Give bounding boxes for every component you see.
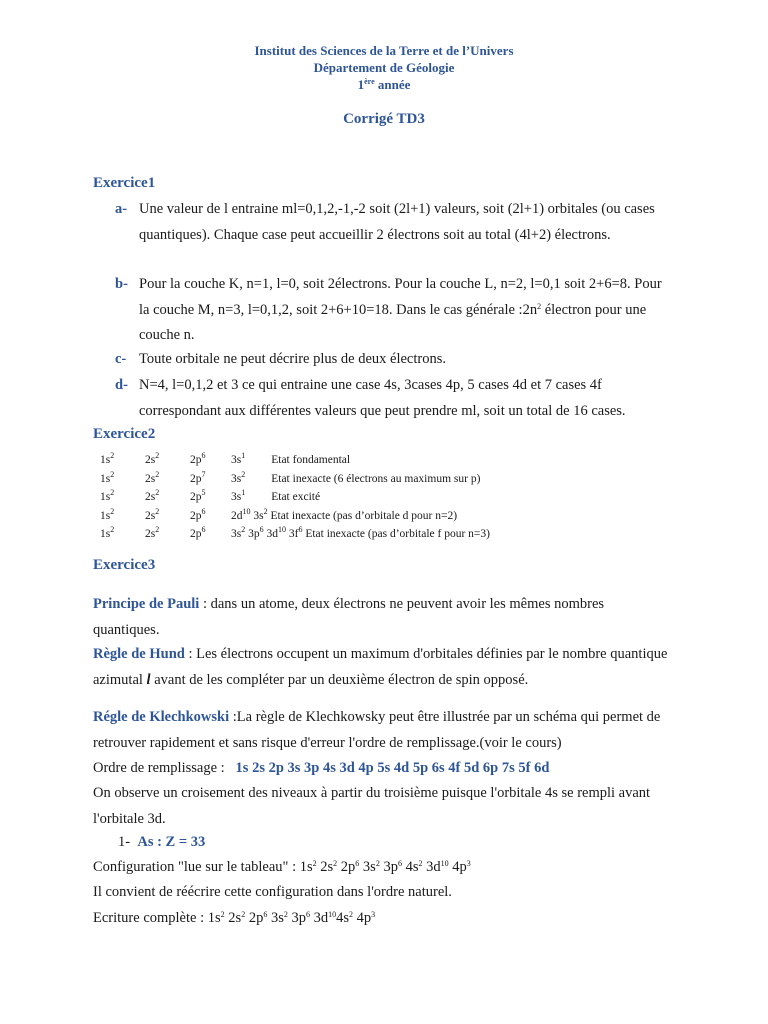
orbital-term: 4s [336, 910, 349, 926]
institut-name: Institut des Sciences de la Terre et de l’Univers [254, 43, 514, 58]
orbital-rest-and-note: $2d^{10}$ $3s^2$ Etat inexacte (pas d’orbitale d pour n=2) [231, 506, 458, 522]
item-a-text: Une valeur de l entraine ml=0,1,2,-1,-2 soit (2l+1) valeurs, soit (2l+1) orbitales (ou cases quantiques). Chaque case peut accueillir 2 électrons soit au total (4l+2) électrons. [139, 201, 655, 243]
orbital-rest-and-note: $3s^2$ $3p^6$ $3d^{10}$ $3f^6$ Etat inexacte (pas d’orbitale f pour n=3) [231, 525, 490, 541]
document-header [0, 42, 768, 93]
item-b-text [139, 272, 675, 349]
orbital-term: 2s [316, 859, 334, 875]
orbital-term: 3d [309, 910, 329, 926]
orbital-exponent: 2 [418, 859, 423, 868]
orbital-1s: $1s^2$ [100, 488, 115, 504]
observation-paragraph: On observe un croisement des niveaux à partir du troisième puisque l'orbitale 4s se rempli avant l'orbitale 3d. [93, 785, 651, 827]
config-lue-value [300, 859, 471, 875]
hund-l-symbol: l [146, 671, 151, 688]
config-lue-label: Configuration "lue sur le tableau" : [93, 859, 300, 875]
orbital-term: 3p [379, 859, 398, 875]
item-b-label: b- [115, 276, 128, 292]
orbital-term: 2p [337, 859, 356, 875]
item-b-text-part1: Pour la couche K, n=1, l=0, soit 2électrons. Pour la couche L, n=2, l=0,1 soit 2+6=8. Pour la couche M, n=3, l=0,1,2, soit 2+6+10=18. Dans le cas générale :2n [139, 276, 662, 318]
orbital-rest-and-note: $3s^1$ Etat excité [231, 488, 321, 504]
exercice1-item-d [115, 373, 675, 424]
orbital-2s: $2s^2$ [145, 469, 160, 485]
exercice2-heading: Exercice2 [93, 426, 156, 442]
item-b-text-part2: électron pour une couche n. [139, 301, 647, 343]
orbital-exponent: 2 [349, 910, 353, 919]
item-a-label: a- [115, 201, 128, 217]
orbital-term: 2p [245, 910, 264, 926]
orbital-1s: $1s^2$ [100, 469, 115, 485]
orbital-term: 3s [267, 910, 284, 926]
item1-label: As : Z = 33 [137, 834, 206, 850]
hund-text-part2: avant de les compléter par un deuxième électron de spin opposé. [150, 671, 529, 688]
orbital-2s: $2s^2$ [145, 506, 160, 522]
hund-label: Règle de Hund [93, 646, 185, 662]
orbital-exponent: 10 [328, 910, 337, 919]
item-c-text: Toute orbitale ne peut décrire plus de deux électrons. [139, 351, 446, 367]
orbital-exponent: 6 [305, 910, 310, 919]
orbital-2p: $2p^6$ [190, 451, 206, 467]
departement-name: Département de Géologie [313, 60, 455, 75]
config-lue-line [93, 855, 673, 881]
table-row [100, 451, 490, 470]
convient-line: Il convient de réécrire cette configuration dans l'ordre naturel. [93, 884, 452, 900]
orbital-exponent: 6 [263, 910, 268, 919]
item-c-label: c- [115, 351, 127, 367]
ecriture-label: Ecriture complète : [93, 910, 208, 926]
orbital-2s: $2s^2$ [145, 488, 160, 504]
orbital-term: 3d [422, 859, 441, 875]
exercice1-item-b [115, 272, 675, 349]
row-note: Etat fondamental [271, 454, 351, 467]
orbital-exponent: 2 [312, 859, 317, 868]
table-row [100, 525, 490, 544]
orbital-term: 2s [224, 910, 242, 926]
orbital-2s: $2s^2$ [145, 525, 160, 541]
annee-word: année [374, 77, 411, 92]
orbital-2p: $2p^6$ [190, 506, 206, 522]
orbital-exponent: 2 [333, 859, 338, 868]
exercice1-item-c [115, 347, 675, 373]
klechkowski-label: Régle de Klechkowski [93, 709, 230, 725]
annee-superscript: ère [364, 77, 375, 86]
orbital-exponent: 3 [466, 859, 471, 868]
row-note: Etat excité [271, 491, 321, 504]
table-row [100, 488, 490, 507]
orbital-exponent: 6 [355, 859, 360, 868]
exercice1-item-a [115, 197, 675, 248]
orbital-exponent: 2 [283, 910, 288, 919]
orbital-term: 4p [448, 859, 467, 875]
orbital-exponent: 2 [375, 859, 380, 868]
pauli-label: Principe de Pauli [93, 596, 200, 612]
klechkowski-paragraph [93, 705, 673, 756]
document-title: Corrigé TD3 [343, 111, 425, 127]
orbital-term: 1s [299, 859, 313, 875]
orbital-exponent: 3 [371, 910, 376, 919]
orbital-2p: $2p^5$ [190, 488, 206, 504]
item-d-text: N=4, l=0,1,2 et 3 ce qui entraine une case 4s, 3cases 4p, 5 cases 4d et 7 cases 4f correspondant aux différentes valeurs que peut prendre ml, soit un total de 16 cases. [139, 377, 626, 419]
item-b-superscript: 2 [537, 301, 542, 311]
hund-paragraph [93, 642, 673, 693]
annee [0, 76, 768, 93]
table-row [100, 507, 490, 526]
orbital-exponent: 2 [220, 910, 225, 919]
orbital-term: 3s [359, 859, 376, 875]
orbital-rest-and-note: $3s^2$ Etat inexacte (6 électrons au maximum sur p) [231, 469, 481, 485]
orbital-1s: $1s^2$ [100, 506, 115, 522]
pauli-paragraph [93, 592, 673, 643]
hund-text-part1: : Les électrons occupent un maximum d'orbitales définies par le nombre quantique azimutal [93, 646, 668, 688]
annee-number: 1 [357, 77, 365, 92]
ordre-line [93, 756, 673, 782]
ecriture-value [208, 910, 375, 926]
exercice1-heading: Exercice1 [93, 175, 156, 191]
table-row [100, 470, 490, 489]
orbital-exponent: 10 [440, 859, 449, 868]
configuration-table [100, 451, 490, 544]
orbital-exponent: 6 [397, 859, 402, 868]
orbital-2p: $2p^7$ [190, 469, 206, 485]
exercice3-heading: Exercice3 [93, 557, 156, 573]
orbital-2p: $2p^6$ [190, 525, 206, 541]
orbital-2s: $2s^2$ [145, 451, 160, 467]
item-d-label: d- [115, 377, 128, 393]
orbital-exponent: 2 [241, 910, 246, 919]
orbital-1s: $1s^2$ [100, 525, 115, 541]
item1-number: 1- [118, 834, 131, 850]
ordre-value: 1s 2s 2p 3s 3p 4s 3d 4p 5s 4d 5p 6s 4f 5d 6p 7s 5f 6d [235, 760, 550, 776]
row-note: Etat inexacte (pas d’orbitale d pour n=2) [267, 509, 458, 522]
orbital-1s: $1s^2$ [100, 451, 115, 467]
row-note: Etat inexacte (6 électrons au maximum sur p) [271, 472, 481, 485]
orbital-term: 1s [207, 910, 221, 926]
ecriture-line [93, 906, 673, 932]
orbital-rest-and-note: $3s^1$ Etat fondamental [231, 451, 351, 467]
orbital-term: 4p [353, 910, 372, 926]
row-note: Etat inexacte (pas d’orbitale f pour n=3) [302, 528, 490, 541]
orbital-term: 4s [401, 859, 419, 875]
klechkowski-text: :La règle de Klechkowsky peut être illustrée par un schéma qui permet de retrouver rapidement et sans risque d'erreur l'ordre de remplissage.(voir le cours) [93, 709, 661, 751]
item1-heading [118, 830, 698, 856]
orbital-term: 3p [287, 910, 306, 926]
pauli-text: : dans un atome, deux électrons ne peuvent avoir les mêmes nombres quantiques. [93, 596, 605, 638]
ordre-label: Ordre de remplissage : [93, 760, 236, 776]
